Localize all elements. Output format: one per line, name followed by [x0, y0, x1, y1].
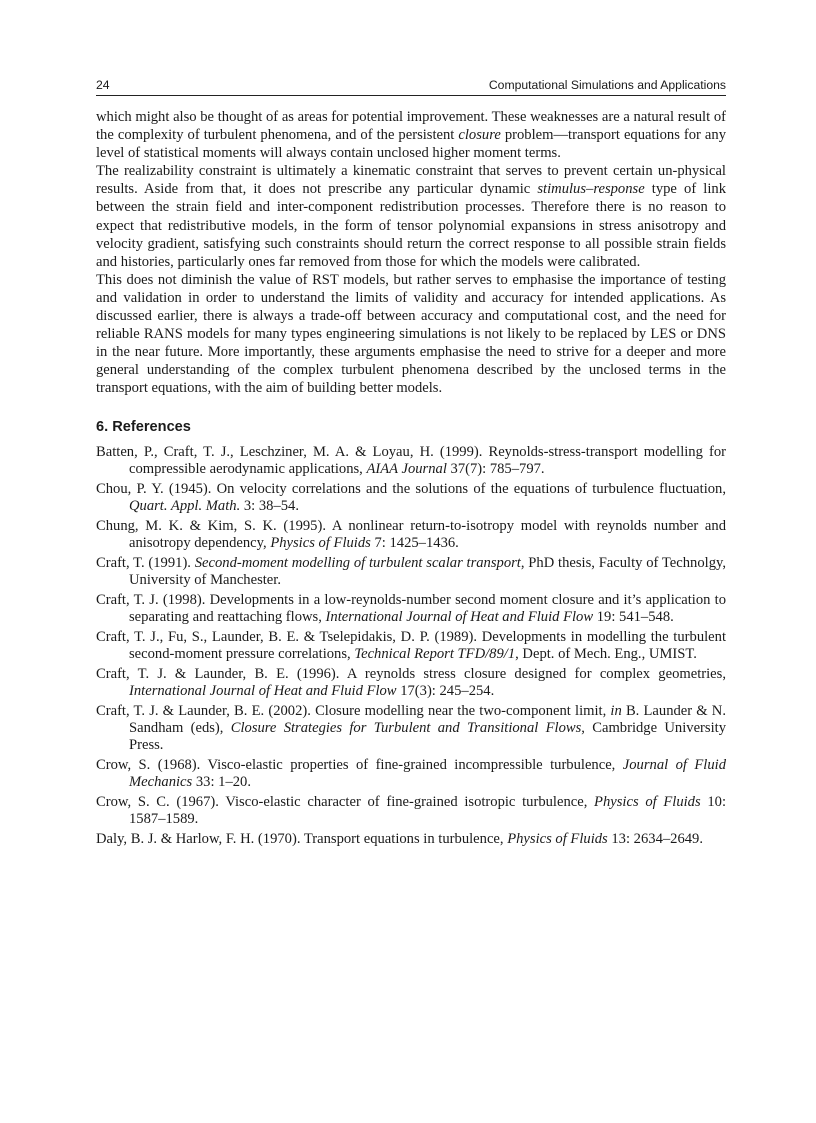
- ref-text: , Cambridge University Press.: [129, 719, 726, 754]
- ref-source: Quart. Appl. Math.: [129, 497, 241, 514]
- ref-text: Chung, M. K. & Kim, S. K. (1995). A nonlinear return-to-isotropy model with reynolds number and anisotropy dependency,: [96, 517, 726, 551]
- ref-text: Crow, S. (1968). Visco-elastic properties of fine-grained incompressible turbulence,: [96, 756, 623, 773]
- paragraph-text: type of link between the strain field and inter-component redistribution processes. Therefore there is no reason to expect that redistributive models, in the form of tensor polynomial expansions in stress anisotropy and velocity gradient, satisfying such constraints should return the correct response to all possible strain fields and histories, particularly ones far removed from those for which the models were calibrated.: [96, 181, 726, 270]
- page: [96, 78, 726, 851]
- reference-item: [96, 592, 726, 627]
- ref-text: 37(7): 785–797.: [446, 460, 545, 477]
- ref-source: Closure Strategies for Turbulent and Transitional Flows: [230, 719, 582, 736]
- ref-text: 7: 1425–1436.: [370, 534, 459, 551]
- ref-text: 3: 38–54.: [240, 497, 299, 514]
- running-title: Computational Simulations and Applications: [488, 78, 726, 92]
- paragraph-1: [96, 108, 726, 162]
- ref-text: Craft, T. (1991).: [96, 554, 195, 571]
- paragraph-text: which might also be thought of as areas for potential improvement. These weaknesses are a natural result of the complexity of turbulent phenomena, and of the persistent: [96, 109, 726, 144]
- ref-text: Chou, P. Y. (1945). On velocity correlations and the solutions of the equations of turbulence fluctuation,: [96, 480, 726, 497]
- ref-source: International Journal of Heat and Fluid Flow: [129, 682, 397, 699]
- ref-text: Craft, T. J. & Launder, B. E. (2002). Closure modelling near the two-component limit,: [96, 702, 611, 719]
- ref-text: Craft, T. J. (1998). Developments in a low-reynolds-number second moment closure and it’s application to separating and reattaching flows,: [96, 591, 726, 625]
- reference-item: [96, 444, 726, 479]
- reference-item: [96, 757, 726, 792]
- ref-source: Physics of Fluids: [507, 830, 608, 847]
- ref-text: Craft, T. J. & Launder, B. E. (1996). A reynolds stress closure designed for complex geometries,: [96, 665, 726, 682]
- reference-item: [96, 703, 726, 755]
- ref-text: 10: 1587–1589.: [129, 793, 727, 828]
- ref-text: Crow, S. C. (1967). Visco-elastic character of fine-grained isotropic turbulence,: [96, 793, 595, 810]
- reference-item: [96, 794, 726, 829]
- ref-source: Journal of Fluid Mechanics: [129, 756, 726, 791]
- ref-text: , PhD thesis, Faculty of Technolgy, University of Manchester.: [129, 554, 726, 588]
- ref-text: 13: 2634–2649.: [607, 830, 703, 847]
- reference-item: [96, 481, 726, 516]
- emphasis: closure: [458, 127, 501, 144]
- paragraph-3: This does not diminish the value of RST models, but rather serves to emphasise the importance of testing and validation in order to understand the limits of validity and accuracy for intended applications. As discussed earlier, there is always a trade-off between accuracy and computational cost, and the need for reliable RANS models for many types engineering simulations is not likely to be replaced by LES or DNS in the near future. More importantly, these arguments emphasise the need to strive for a deeper and more general understanding of the complex turbulent phenomena described by the unclosed terms in the transport equations, with the aim of building better models.: [96, 271, 726, 397]
- running-header: [96, 78, 726, 96]
- ref-text: Batten, P., Craft, T. J., Leschziner, M. A. & Loyau, H. (1999). Reynolds-stress-transport modelling for compressible aerodynamic applications,: [96, 443, 726, 477]
- section-heading: 6. References: [96, 418, 191, 435]
- ref-text: , Dept. of Mech. Eng., UMIST.: [515, 645, 697, 662]
- ref-source: in: [610, 702, 622, 719]
- ref-text: 19: 541–548.: [593, 608, 674, 625]
- ref-source: International Journal of Heat and Fluid Flow: [325, 608, 594, 625]
- reference-item: [96, 629, 726, 664]
- reference-item: [96, 555, 726, 590]
- ref-source: Technical Report TFD/89/1: [354, 645, 516, 662]
- reference-item: [96, 518, 726, 553]
- ref-text: Daly, B. J. & Harlow, F. H. (1970). Transport equations in turbulence,: [96, 830, 508, 847]
- body-text: [96, 108, 726, 398]
- page-number: 24: [96, 78, 110, 92]
- paragraph-text: The realizability constraint is ultimately a kinematic constraint that serves to prevent certain un-physical results. Aside from that, it does not prescribe any particular dynamic: [96, 163, 726, 198]
- ref-source: Physics of Fluids: [270, 534, 371, 551]
- ref-text: Craft, T. J., Fu, S., Launder, B. E. & Tselepidakis, D. P. (1989). Developments in modelling the turbulent second-moment pressure correlations,: [96, 628, 726, 662]
- reference-item: [96, 666, 726, 701]
- ref-source: Second-moment modelling of turbulent scalar transport: [194, 554, 521, 571]
- reference-list: [96, 444, 726, 849]
- reference-item: [96, 831, 726, 848]
- ref-text: B. Launder & N. Sandham (eds),: [129, 702, 726, 736]
- ref-source: AIAA Journal: [366, 460, 447, 477]
- ref-source: Physics of Fluids: [594, 793, 701, 810]
- paragraph-text: problem—transport equations for any level of statistical moments will always contain unclosed higher moment terms.: [96, 127, 726, 162]
- emphasis: stimulus–response: [537, 181, 645, 198]
- ref-text: 33: 1–20.: [192, 774, 251, 791]
- ref-text: 17(3): 245–254.: [396, 682, 495, 699]
- paragraph-2: [96, 162, 726, 271]
